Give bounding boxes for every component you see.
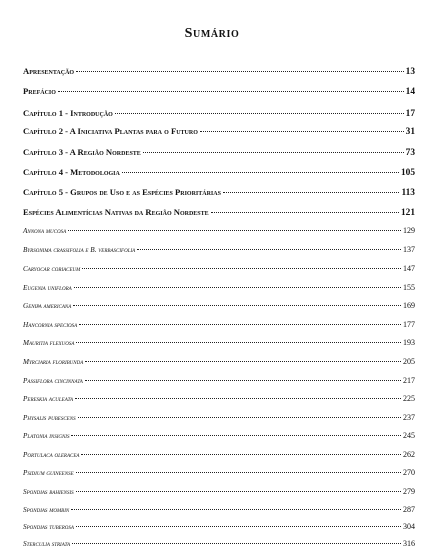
toc-entry[interactable] xyxy=(23,431,415,440)
toc-entry-label: Mauritia flexuosa xyxy=(23,339,75,347)
toc-entry[interactable] xyxy=(23,320,415,329)
toc-entry[interactable] xyxy=(23,207,415,218)
toc-entry-label: Spondias bahiensis xyxy=(23,488,74,496)
toc-entry[interactable] xyxy=(23,413,415,422)
toc-entry[interactable] xyxy=(23,283,415,292)
toc-entry[interactable] xyxy=(23,468,415,477)
toc-entry[interactable] xyxy=(23,245,415,254)
toc-entry-label: Genipa americana xyxy=(23,302,72,310)
toc-entry-label: Hancornia speciosa xyxy=(23,321,78,329)
toc-entry[interactable] xyxy=(23,66,415,77)
toc-entry[interactable] xyxy=(23,338,415,347)
dot-leader xyxy=(211,212,399,213)
toc-entry[interactable] xyxy=(23,86,415,97)
toc-entry-label: Capítulo 5 - Grupos de Uso e as Espécies Prioritárias xyxy=(23,187,221,197)
toc-entry-page: 270 xyxy=(403,468,415,477)
toc-entry-page: 279 xyxy=(403,487,415,496)
toc-entry-page: 169 xyxy=(403,301,415,310)
dot-leader xyxy=(79,324,401,325)
toc-entry-label: Prefácio xyxy=(23,86,56,96)
toc-entry-page: 225 xyxy=(403,394,415,403)
toc-entry-page: 14 xyxy=(405,87,415,97)
toc-entry-page: 147 xyxy=(403,264,415,273)
dot-leader xyxy=(76,472,401,473)
toc-entry-page: 262 xyxy=(403,450,415,459)
dot-leader xyxy=(85,380,401,381)
toc-entry-page: 113 xyxy=(401,188,415,198)
toc-entry-label: Sterculia striata xyxy=(23,540,71,548)
toc-entry-page: 316 xyxy=(403,539,415,548)
toc-entry-label: Psidium guineense xyxy=(23,469,74,477)
dot-leader xyxy=(115,113,404,114)
toc-entry-label: Capítulo 1 - Introdução xyxy=(23,108,113,118)
toc-entry-page: 193 xyxy=(403,338,415,347)
toc-entry-label: Apresentação xyxy=(23,66,75,76)
dot-leader xyxy=(223,192,400,193)
toc-entry-page: 287 xyxy=(403,505,415,514)
dot-leader xyxy=(200,131,404,132)
toc-entry-page: 217 xyxy=(403,376,415,385)
dot-leader xyxy=(122,172,399,173)
toc-entry[interactable] xyxy=(23,147,415,158)
toc-entry-label: Capítulo 2 - A Iniciativa Plantas para o Futuro xyxy=(23,126,198,136)
toc-entry-label: Passiflora cincinnata xyxy=(23,377,83,385)
toc-entry-page: 121 xyxy=(400,208,415,218)
toc-entry-label: Annona mucosa xyxy=(23,227,67,235)
toc-entry-label: Espécies Alimentícias Nativas da Região Nordeste xyxy=(23,207,209,217)
toc-entry[interactable] xyxy=(23,108,415,119)
dot-leader xyxy=(76,491,401,492)
toc-entry-page: 177 xyxy=(403,320,415,329)
dot-leader xyxy=(85,361,401,362)
toc-entry-page: 155 xyxy=(403,283,415,292)
page-title: Sumário xyxy=(184,26,240,41)
toc-entry-label: Capítulo 4 - Metodologia xyxy=(23,167,120,177)
toc-entry-page: 137 xyxy=(403,245,415,254)
toc-entry[interactable] xyxy=(23,301,415,310)
toc-entry-label: Physalis pubescens xyxy=(23,414,76,422)
toc-entry[interactable] xyxy=(23,505,415,514)
dot-leader xyxy=(71,435,401,436)
dot-leader xyxy=(68,230,401,231)
toc-entry[interactable] xyxy=(23,487,415,496)
toc-entry[interactable] xyxy=(23,126,415,137)
toc-entry-label: Pereskia aculeata xyxy=(23,395,74,403)
dot-leader xyxy=(74,287,401,288)
toc-entry[interactable] xyxy=(23,264,415,273)
dot-leader xyxy=(73,305,401,306)
toc-entry[interactable] xyxy=(23,394,415,403)
toc-entry[interactable] xyxy=(23,522,415,531)
dot-leader xyxy=(82,268,401,269)
toc-entry-label: Platonia insignis xyxy=(23,432,70,440)
toc-entry-page: 245 xyxy=(403,431,415,440)
toc-entry-label: Caryocar coriaceum xyxy=(23,265,81,273)
dot-leader xyxy=(71,509,401,510)
toc-entry-page: 237 xyxy=(403,413,415,422)
dot-leader xyxy=(72,543,401,544)
dot-leader xyxy=(81,454,401,455)
toc-entry-page: 73 xyxy=(405,148,415,158)
dot-leader xyxy=(76,71,404,72)
dot-leader xyxy=(75,398,401,399)
toc-entry-page: 13 xyxy=(405,67,415,77)
toc-entry-label: Spondias tuberosa xyxy=(23,523,74,531)
toc-entry[interactable] xyxy=(23,226,415,235)
dot-leader xyxy=(58,91,404,92)
dot-leader xyxy=(76,342,401,343)
toc-entry[interactable] xyxy=(23,539,415,548)
toc-entry[interactable] xyxy=(23,357,415,366)
toc-entry-page: 129 xyxy=(403,226,415,235)
dot-leader xyxy=(137,249,401,250)
toc-entry-label: Capítulo 3 - A Região Nordeste xyxy=(23,147,141,157)
toc-entry-label: Spondias mombin xyxy=(23,506,70,514)
dot-leader xyxy=(76,526,401,527)
dot-leader xyxy=(78,417,401,418)
toc-entry[interactable] xyxy=(23,187,415,198)
toc-entry-label: Portulaca oleracea xyxy=(23,451,80,459)
toc-entry-page: 205 xyxy=(403,357,415,366)
toc-entry-page: 304 xyxy=(403,522,415,531)
toc-entry[interactable] xyxy=(23,376,415,385)
toc-entry[interactable] xyxy=(23,450,415,459)
toc-entry-page: 31 xyxy=(405,127,415,137)
toc-entry-page: 105 xyxy=(400,168,415,178)
toc-entry[interactable] xyxy=(23,167,415,178)
toc-entry-page: 17 xyxy=(405,109,415,119)
toc-entry-label: Eugenia uniflora xyxy=(23,284,72,292)
toc-entry-label: Myrciaria floribunda xyxy=(23,358,84,366)
dot-leader xyxy=(143,152,404,153)
toc-entry-label: Byrsonima crassifolia e B. verbascifolia xyxy=(23,246,136,254)
